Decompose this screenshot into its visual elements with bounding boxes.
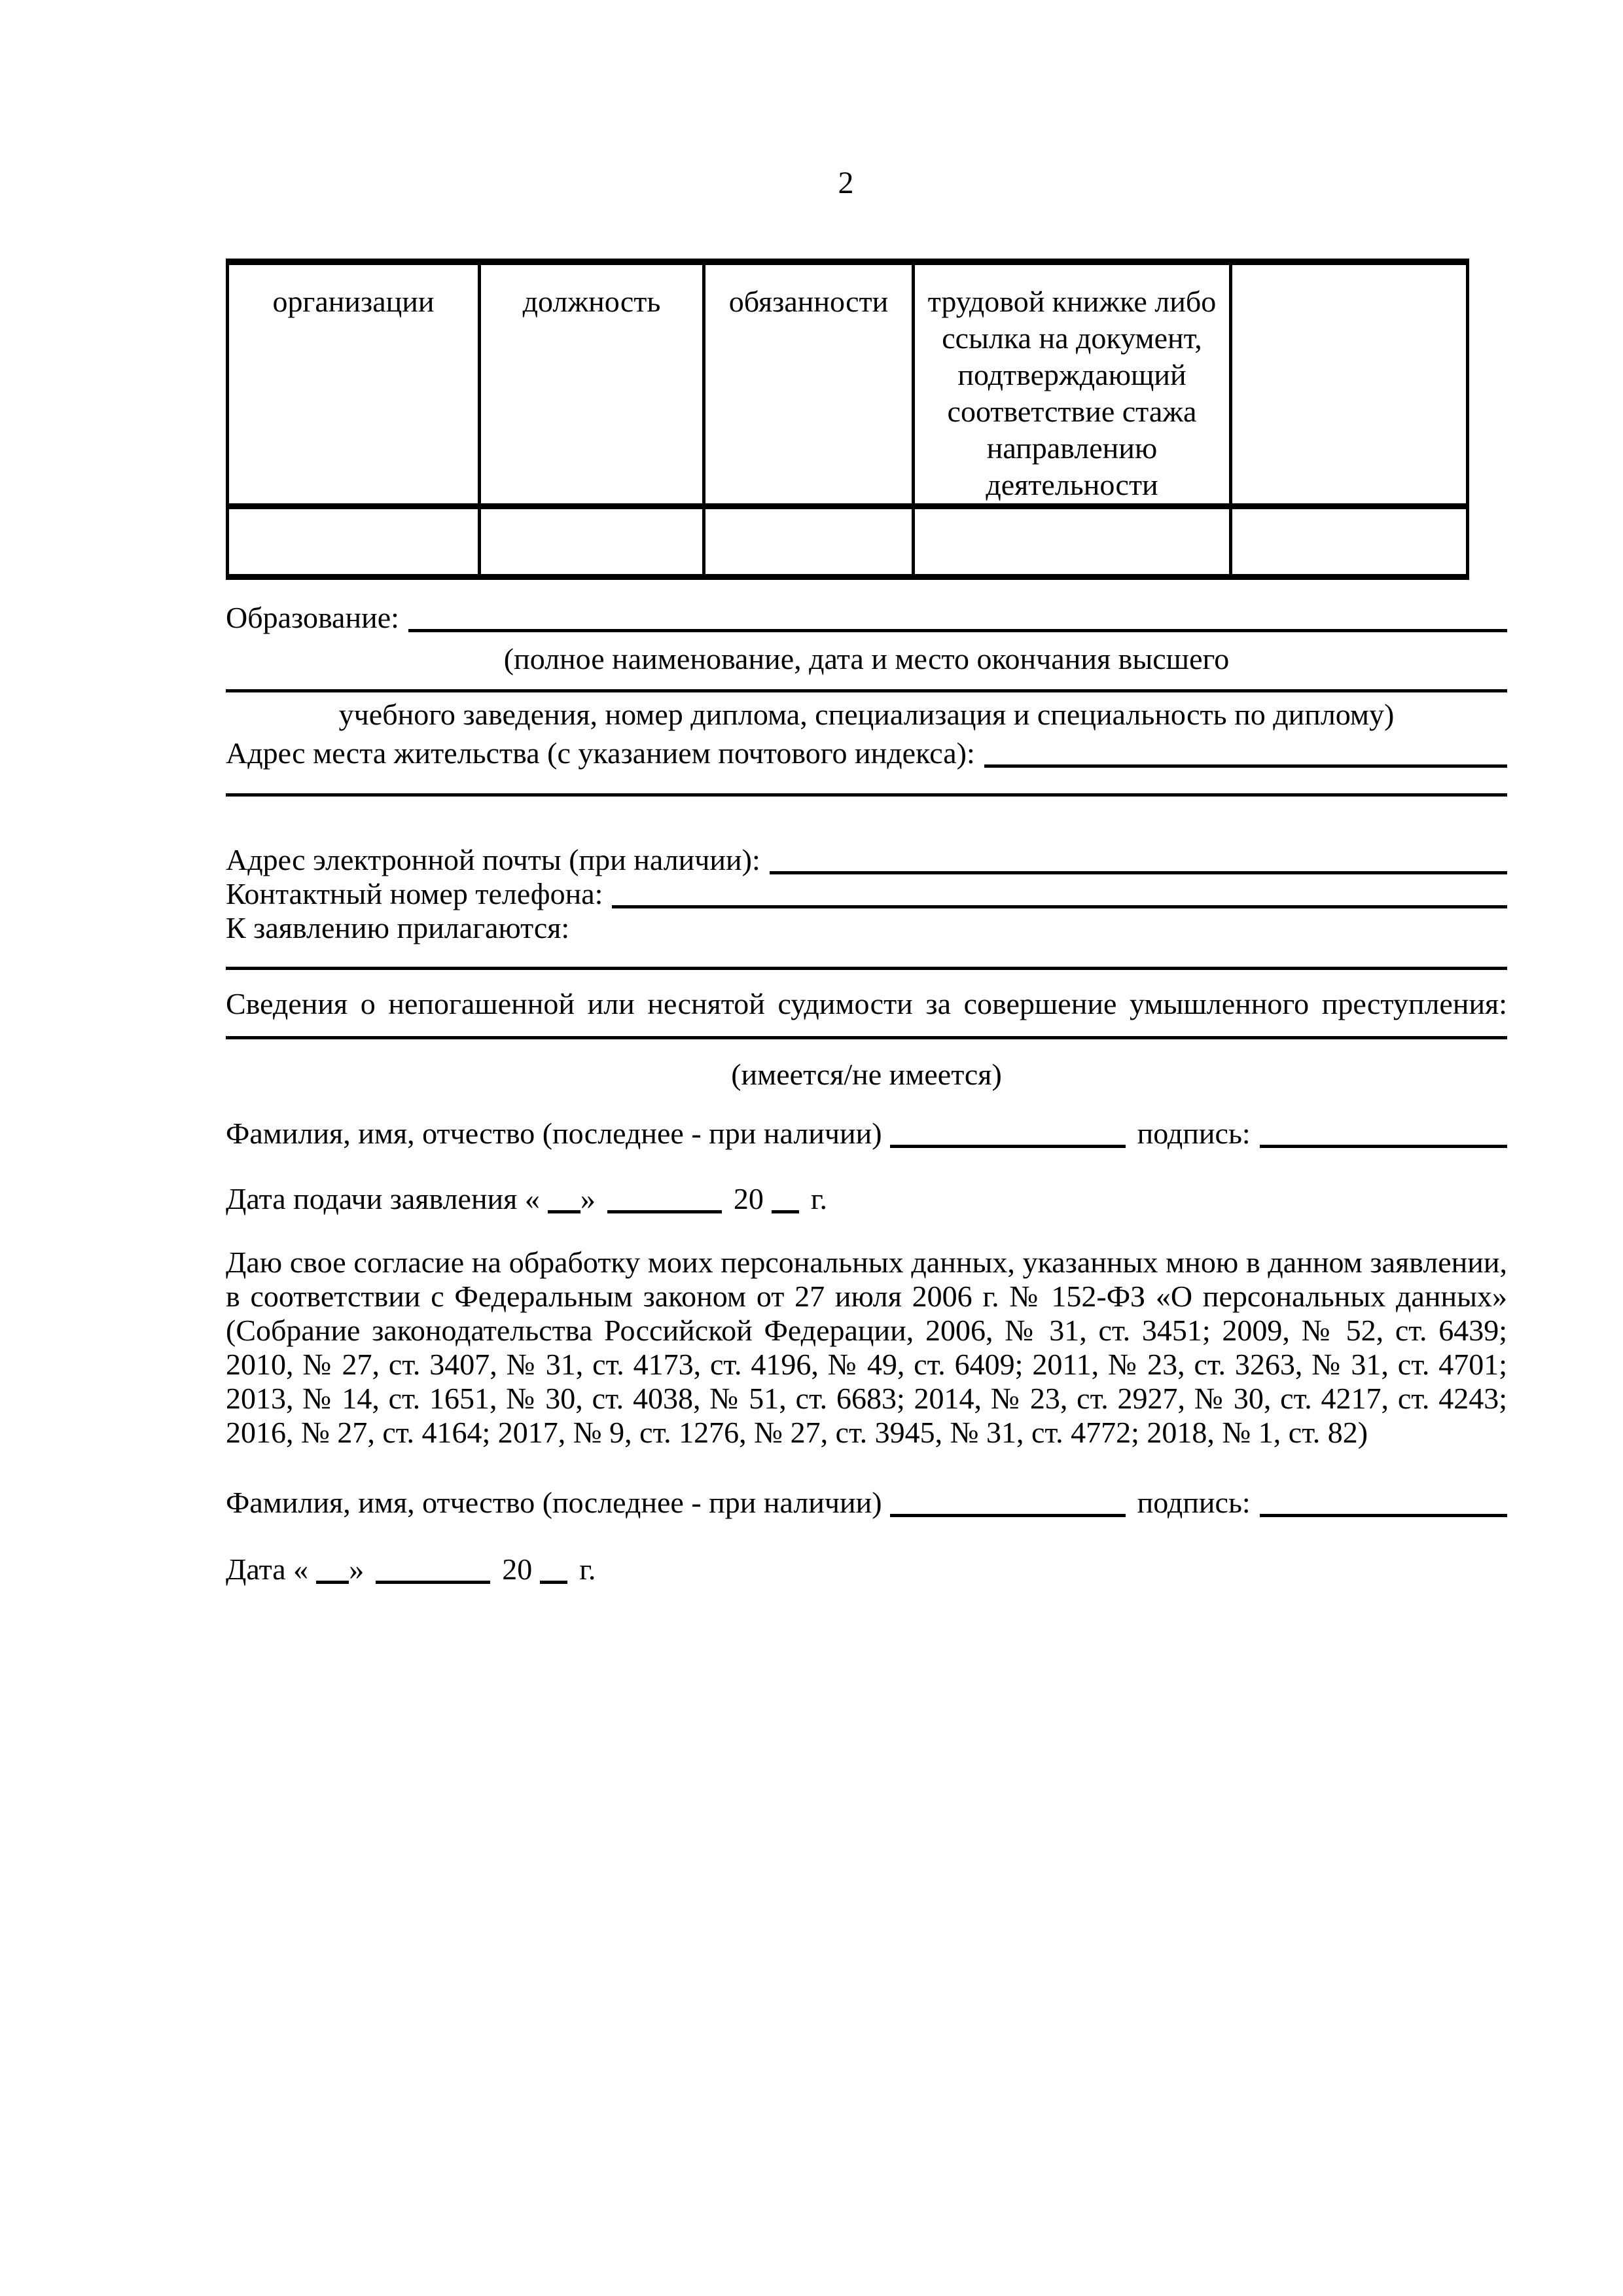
conviction-caption: (имеется/не имеется) (731, 1058, 1002, 1091)
residence-address-label: Адрес места жительства (с указанием почтового индекса): (226, 736, 975, 770)
fio-label: Фамилия, имя, отчество (последнее - при наличии) (226, 1117, 882, 1150)
table-header-empty (1231, 262, 1468, 507)
consent-year-prefix: 20 (502, 1552, 533, 1586)
attachments-blank-line (226, 958, 1507, 970)
name-signature-row-1 (226, 1117, 1507, 1151)
email-field (226, 843, 1507, 877)
table-row (228, 507, 1468, 577)
email-blank-line (770, 871, 1507, 874)
residence-address-continuation-blank-line (226, 785, 1507, 797)
quote-close-mark: » (349, 1552, 365, 1586)
education-label: Образование: (226, 601, 399, 634)
consent-month-blank-line (376, 1581, 490, 1584)
education-continuation-blank-line (226, 676, 1507, 692)
table-cell-organization (228, 507, 480, 577)
signature-blank-line (1260, 1145, 1507, 1148)
attachments-field (226, 911, 1507, 945)
submission-month-blank-line (607, 1210, 722, 1213)
submission-year-suffix: г. (810, 1182, 828, 1215)
signature-label: подпись: (1137, 1486, 1251, 1519)
consent-year-suffix: г. (579, 1552, 596, 1586)
residence-address-blank-line (984, 764, 1507, 768)
signature-label: подпись: (1137, 1117, 1251, 1150)
table-header-organization: организации (228, 262, 480, 507)
name-signature-row-2 (226, 1486, 1507, 1520)
experience-table (226, 259, 1469, 580)
submission-date-row (226, 1182, 1507, 1216)
table-header-row (228, 262, 1468, 507)
table-cell-position (480, 507, 704, 577)
table-header-position: должность (480, 262, 704, 507)
fio-blank-line (890, 1145, 1126, 1148)
phone-label: Контактный номер телефона: (226, 877, 603, 910)
signature-blank-line (1260, 1514, 1507, 1517)
consent-year-blank-line (540, 1581, 567, 1584)
page-content (226, 0, 1507, 1587)
residence-address-field (226, 736, 1507, 770)
conviction-blank-line (226, 1028, 1507, 1039)
phone-field (226, 877, 1507, 911)
education-blank-line (408, 629, 1507, 632)
table-cell-empty (1231, 507, 1468, 577)
consent-date-row (226, 1552, 1507, 1587)
education-field (226, 601, 1507, 635)
table-cell-duties (704, 507, 914, 577)
education-caption-line2: учебного заведения, номер диплома, специализация и специальность по диплому) (338, 698, 1395, 731)
table-header-workbook-reference: трудовой книжке либо ссылка на документ, подтверждающий соответствие стажа направлению деятельности (914, 262, 1231, 507)
fio-blank-line (890, 1514, 1126, 1517)
consent-day-blank-line (316, 1581, 349, 1584)
email-label: Адрес электронной почты (при наличии): (226, 843, 760, 876)
consent-paragraph: Даю свое согласие на обработку моих персональных данных, указанных мною в данном заявлении, в соответствии с Федеральным законом от 27 июля 2006 г. № 152-ФЗ «О персональных данных» (Собрание законодательства Российской Федерации, 2006, № 31, ст. 3451; 2009, № 52, ст. 6439; 2010, № 27, ст. 3407, № 31, ст. 4173, ст. 4196, № 49, ст. 6409; 2011, № 23, ст. 3263, № 31, ст. 4701; 2013, № 14, ст. 1651, № 30, ст. 4038, № 51, ст. 6683; 2014, № 23, ст. 2927, № 30, ст. 4217, ст. 4243; 2016, № 27, ст. 4164; 2017, № 9, ст. 1276, № 27, ст. 3945, № 31, ст. 4772; 2018, № 1, ст. 82) (226, 1246, 1507, 1449)
conviction-statement: Сведения о непогашенной или неснятой судимости за совершение умышленного преступления: (226, 987, 1507, 1020)
submission-year-blank-line (772, 1210, 799, 1213)
phone-blank-line (612, 905, 1507, 908)
table-header-duties: обязанности (704, 262, 914, 507)
attachments-label: К заявлению прилагаются: (226, 911, 570, 944)
table-cell-workbook-reference (914, 507, 1231, 577)
submission-date-label: Дата подачи заявления « (226, 1182, 540, 1215)
quote-close-mark: » (580, 1182, 596, 1215)
consent-date-label: Дата « (226, 1552, 309, 1586)
page-number: 2 (838, 166, 854, 200)
submission-day-blank-line (548, 1210, 580, 1213)
fio-label: Фамилия, имя, отчество (последнее - при наличии) (226, 1486, 882, 1519)
education-caption-line1: (полное наименование, дата и место окончания высшего (503, 642, 1230, 675)
submission-year-prefix: 20 (733, 1182, 764, 1215)
